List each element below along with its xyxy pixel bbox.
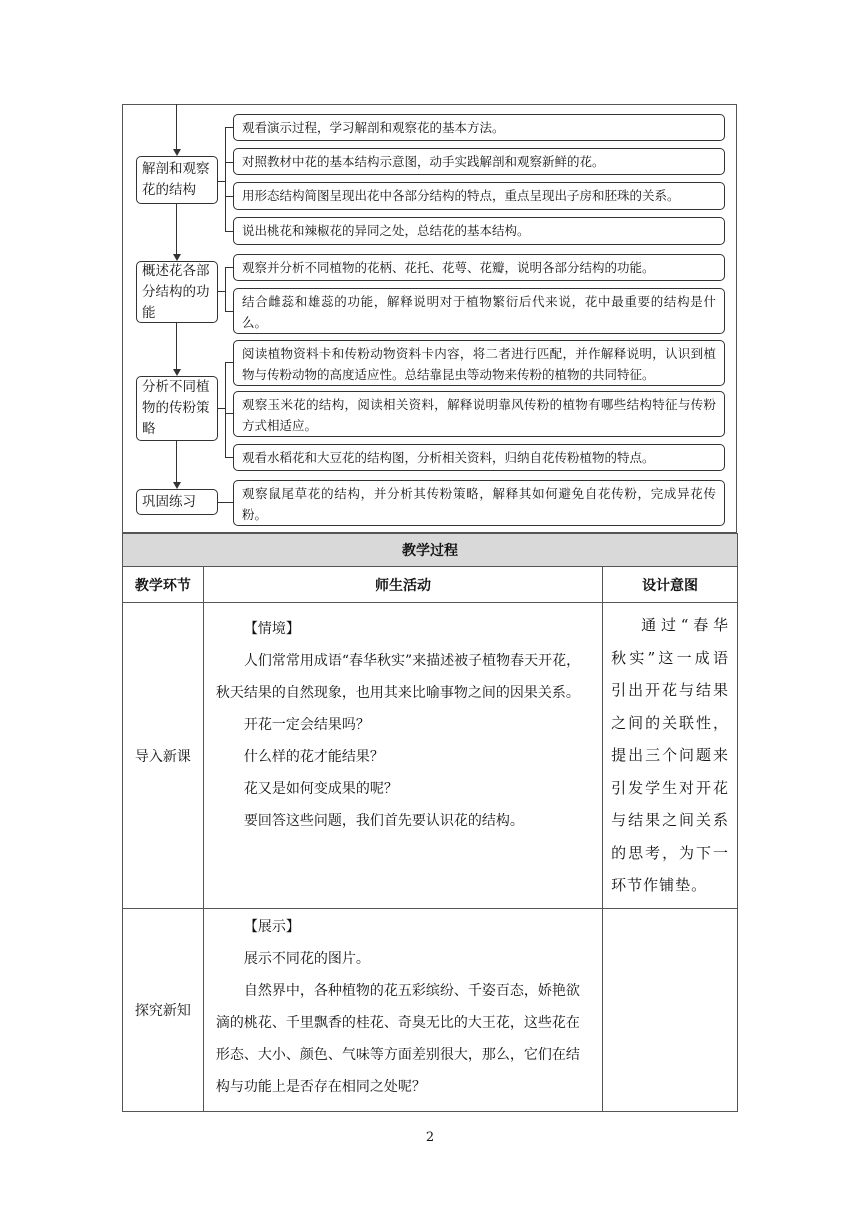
- bracket-line: [218, 291, 225, 292]
- bracket-line: [225, 413, 233, 414]
- flow-arrow-line: [176, 441, 177, 483]
- intent-text: 通过“春华秋实”这一成语引出开花与结果之间的关联性，提出三个问题来引发学生对开花与结果之间关系的思考，为下一环节作铺垫。: [611, 616, 729, 894]
- intent-cell: [603, 909, 738, 1112]
- bracket-line: [225, 267, 226, 311]
- flow-activity: 观察并分析不同植物的花柄、花托、花萼、花瓣，说明各部分结构的功能。: [233, 254, 725, 281]
- flow-activity: 阅读植物资料卡和传粉动物资料卡内容，将二者进行匹配，并作解释说明，认识到植物与传粉动物的高度适应性。总结靠昆虫等动物来传粉的植物的共同特征。: [233, 340, 725, 386]
- flow-stage-label: 分析不同植物的传粉策略: [142, 379, 210, 437]
- bracket-line: [218, 502, 233, 503]
- flow-activity: 说出桃花和辣椒花的异同之处，总结花的基本结构。: [233, 217, 725, 245]
- flow-activity: 对照教材中花的基本结构示意图，动手实践解剖和观察新鲜的花。: [233, 148, 725, 175]
- stage-cell: 探究新知: [123, 909, 204, 1112]
- bracket-line: [225, 231, 233, 232]
- flow-arrow-line: [176, 323, 177, 370]
- arrow-head-icon: [173, 482, 181, 489]
- bracket-line: [218, 408, 225, 409]
- flow-arrow-line: [176, 204, 177, 255]
- flow-activity: 观察鼠尾草花的结构，并分析其传粉策略，解释其如何避免自花传粉，完成异花传粉。: [233, 480, 725, 526]
- activity-paragraph: 花又是如何变成果的呢？: [243, 781, 398, 797]
- flow-stage-3: [136, 376, 218, 441]
- activity-paragraph: 展示不同花的图片。: [243, 951, 370, 967]
- flow-stage-2: [136, 261, 218, 323]
- column-header-intent: 设计意图: [603, 567, 738, 603]
- intent-cell: [603, 603, 738, 909]
- arrow-head-icon: [173, 369, 181, 376]
- flow-activity: 观看演示过程，学习解剖和观察花的基本方法。: [233, 114, 725, 141]
- activity-paragraph: 人们常常用成语“春华秋实”来描述被子植物春天开花，秋天结果的自然现象，也用其来比喻事物之间的因果关系。: [215, 653, 581, 701]
- activity-cell: [203, 909, 602, 1112]
- stage-cell: 导入新课: [123, 603, 204, 909]
- activity-cell: [203, 603, 602, 909]
- flow-activity: 结合雌蕊和雄蕊的功能，解释说明对于植物繁衍后代来说，花中最重要的结构是什么。: [233, 288, 725, 334]
- flow-stage-label: 巩固练习: [142, 493, 196, 510]
- teaching-process-table: [122, 533, 738, 1112]
- flow-activity: 观察玉米花的结构，阅读相关资料，解释说明靠风传粉的植物有哪些结构特征与传粉方式相适应。: [233, 391, 725, 437]
- bracket-line: [225, 127, 233, 128]
- bracket-line: [225, 127, 226, 232]
- bracket-line: [225, 162, 233, 163]
- column-header-stage: 教学环节: [123, 567, 204, 603]
- bracket-line: [225, 267, 233, 268]
- bracket-line: [225, 362, 233, 363]
- bracket-line: [225, 196, 233, 197]
- arrow-head-icon: [173, 149, 181, 156]
- table-row: [123, 603, 738, 909]
- activity-paragraph: 开花一定会结果吗？: [243, 717, 370, 733]
- flow-stage-4: [136, 489, 218, 515]
- flow-stage-1: [136, 156, 218, 204]
- column-header-activity: 师生活动: [203, 567, 602, 603]
- activity-paragraph: 【展示】: [243, 919, 300, 935]
- flow-stage-label: 解剖和观察花的结构: [142, 161, 210, 198]
- bracket-line: [225, 311, 233, 312]
- table-row: [123, 909, 738, 1112]
- flow-arrow-line: [176, 104, 177, 150]
- activity-paragraph: 自然界中，各种植物的花五彩缤纷、千姿百态，娇艳欲滴的桃花、千里飘香的桂花、奇臭无比的大王花，这些花在形态、大小、颜色、气味等方面差别很大，那么，它们在结构与功能上是否存在相同之处呢？: [215, 983, 580, 1095]
- bracket-line: [218, 181, 225, 182]
- activity-paragraph: 什么样的花才能结果？: [243, 749, 384, 765]
- bracket-line: [225, 457, 233, 458]
- table-title: 教学过程: [123, 534, 738, 567]
- flow-activity: 观看水稻花和大豆花的结构图，分析相关资料，归纳自花传粉植物的特点。: [233, 444, 725, 471]
- activity-paragraph: 【情境】: [243, 621, 300, 637]
- page-number: 2: [425, 1130, 435, 1145]
- flow-activity: 用形态结构简图呈现出花中各部分结构的特点，重点呈现出子房和胚珠的关系。: [233, 182, 725, 210]
- flow-stage-label: 概述花各部分结构的功能: [142, 262, 210, 321]
- activity-paragraph: 要回答这些问题，我们首先要认识花的结构。: [243, 813, 524, 829]
- bracket-line: [225, 362, 226, 457]
